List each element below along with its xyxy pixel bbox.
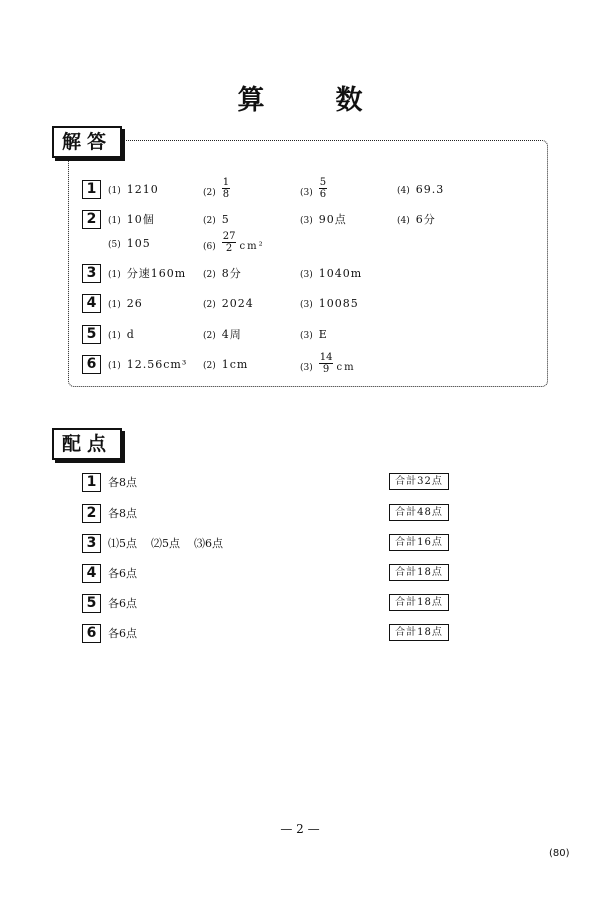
score-text: 各6点 xyxy=(108,627,137,640)
answer-item: (4) 69.3 xyxy=(397,183,445,196)
total-box: 合計16点 xyxy=(389,534,449,551)
question-number: 6 xyxy=(82,355,101,374)
total-box: 合計32点 xyxy=(389,473,449,490)
page-number: — 2 — xyxy=(280,822,320,836)
question-number: 3 xyxy=(82,264,101,283)
answer-item: (2) 1cm xyxy=(203,358,249,371)
answer-item: (2) 4周 xyxy=(203,328,242,341)
answer-box xyxy=(68,140,548,387)
question-number: 5 xyxy=(82,594,101,613)
score-part: ⑴5点 xyxy=(108,537,137,550)
answers-heading: 解答 xyxy=(52,126,122,158)
answer-item: (6) $\frac{27}{2}$ cm² xyxy=(203,231,265,254)
answer-item: (4) 6分 xyxy=(397,213,436,226)
question-number: 4 xyxy=(82,564,101,583)
question-number: 5 xyxy=(82,325,101,344)
answer-item: (1) 12.56cm³ xyxy=(108,358,188,371)
score-part: ⑶6点 xyxy=(194,537,223,550)
answer-item: (1) 分速160m xyxy=(108,267,187,280)
answer-item: (3) 10085 xyxy=(300,297,359,310)
question-number: 2 xyxy=(82,210,101,229)
question-number: 1 xyxy=(82,473,101,492)
question-number: 1 xyxy=(82,180,101,199)
corner-number: (80) xyxy=(549,848,570,859)
score-text: 各8点 xyxy=(108,507,137,520)
question-number: 3 xyxy=(82,534,101,553)
answer-item: (2) 8分 xyxy=(203,267,242,280)
fraction: $\frac{1}{8}$ xyxy=(222,177,230,200)
answer-item: (1) d xyxy=(108,328,135,341)
score-text xyxy=(108,537,237,551)
answer-item: (1) 10個 xyxy=(108,213,155,226)
answer-item: (2) $\frac{1}{8}$ xyxy=(203,177,230,200)
total-box: 合計18点 xyxy=(389,594,449,611)
answer-item: (1) 26 xyxy=(108,297,143,310)
question-number: 4 xyxy=(82,294,101,313)
answer-item: (2) 2024 xyxy=(203,297,254,310)
answer-item: (5) 105 xyxy=(108,237,151,250)
question-number: 2 xyxy=(82,504,101,523)
fraction: $\frac{14}{9}$ xyxy=(319,352,333,375)
answer-item: (3) 90点 xyxy=(300,213,347,226)
answer-item: (3) $\frac{5}{6}$ xyxy=(300,177,327,200)
answer-item: (3) 1040m xyxy=(300,267,363,280)
total-box: 合計18点 xyxy=(389,624,449,641)
total-box: 合計48点 xyxy=(389,504,449,521)
score-text: 各6点 xyxy=(108,597,137,610)
answer-item: (1) 1210 xyxy=(108,183,159,196)
score-text: 各8点 xyxy=(108,476,137,489)
answer-item: (3) $\frac{14}{9}$ cm xyxy=(300,352,356,375)
fraction: $\frac{27}{2}$ xyxy=(222,231,236,254)
page-title: 算 数 xyxy=(237,85,385,116)
score-text: 各6点 xyxy=(108,567,137,580)
score-part: ⑵5点 xyxy=(151,537,180,550)
answer-item: (2) 5 xyxy=(203,213,230,226)
answer-item: (3) E xyxy=(300,328,328,341)
fraction: $\frac{5}{6}$ xyxy=(319,177,327,200)
total-box: 合計18点 xyxy=(389,564,449,581)
scores-heading: 配点 xyxy=(52,428,122,460)
question-number: 6 xyxy=(82,624,101,643)
